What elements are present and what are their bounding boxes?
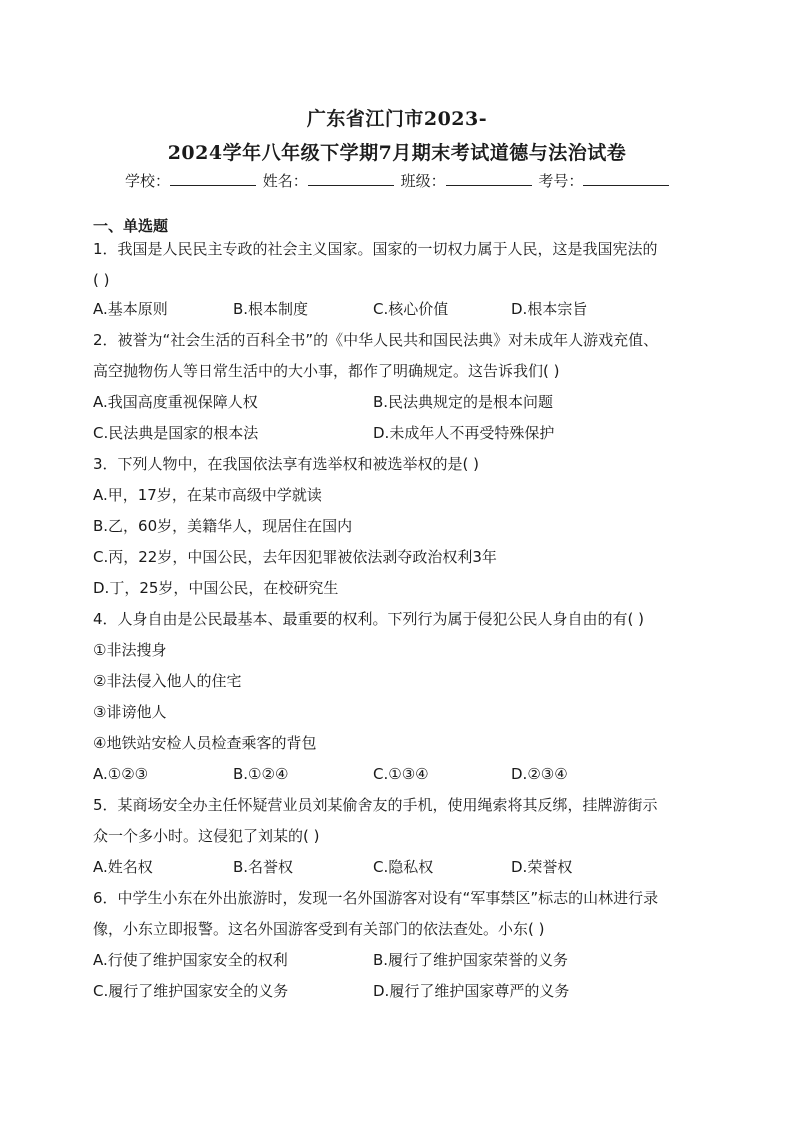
q1-stem-line2: ( ) xyxy=(93,271,110,289)
q4-statement-4: ④地铁站安检人员检查乘客的背包 xyxy=(93,734,317,752)
q5-stem-line1: 5．某商场安全办主任怀疑营业员刘某偷舍友的手机，使用绳索将其反绑，挂牌游街示 xyxy=(93,796,658,814)
q4-option-d: D.②③④ xyxy=(511,765,568,783)
q5-stem-line2: 众一个多小时。这侵犯了刘某的( ) xyxy=(93,827,320,845)
class-blank xyxy=(446,171,532,186)
q4-statement-2: ②非法侵入他人的住宅 xyxy=(93,672,242,690)
q1-option-b: B.根本制度 xyxy=(233,300,309,318)
q3-option-b: B.乙，60岁，美籍华人，现居住在国内 xyxy=(93,517,353,535)
exam-number-label: 考号： xyxy=(538,172,584,190)
exam-title-line1: 广东省江门市2023- xyxy=(306,108,488,130)
q1-option-c: C.核心价值 xyxy=(373,300,449,318)
q6-option-c: C.履行了维护国家安全的义务 xyxy=(93,982,289,1000)
q4-option-c: C.①③④ xyxy=(373,765,429,783)
class-label: 班级： xyxy=(400,172,446,190)
q2-stem-line2: 高空抛物伤人等日常生活中的大小事，都作了明确规定。这告诉我们( ) xyxy=(93,362,560,380)
q5-option-b: B.名誉权 xyxy=(233,858,294,876)
q3-option-a: A.甲，17岁，在某市高级中学就读 xyxy=(93,486,322,504)
q4-stem-line1: 4．人身自由是公民最基本、最重要的权利。下列行为属于侵犯公民人身自由的有( ) xyxy=(93,610,645,628)
q6-stem-line1: 6．中学生小东在外出旅游时，发现一名外国游客对设有“军事禁区”标志的山林进行录 xyxy=(93,889,659,907)
q6-option-d: D.履行了维护国家尊严的义务 xyxy=(373,982,570,1000)
q1-option-a: A.基本原则 xyxy=(93,300,168,318)
q6-option-a: A.行使了维护国家安全的权利 xyxy=(93,951,288,969)
q6-stem-line2: 像，小东立即报警。这名外国游客受到有关部门的依法查处。小东( ) xyxy=(93,920,545,938)
q2-stem-line1: 2．被誉为“社会生活的百科全书”的《中华人民共和国民法典》对未成年人游戏充值、 xyxy=(93,331,659,349)
school-label: 学校： xyxy=(125,172,171,190)
q3-option-c: C.丙，22岁，中国公民，去年因犯罪被依法剥夺政治权利3年 xyxy=(93,548,497,566)
section-heading: 一、单选题 xyxy=(93,217,169,235)
q2-option-d: D.未成年人不再受特殊保护 xyxy=(373,424,555,442)
q1-option-d: D.根本宗旨 xyxy=(511,300,588,318)
q6-option-b: B.履行了维护国家荣誉的义务 xyxy=(373,951,569,969)
q2-option-a: A.我国高度重视保障人权 xyxy=(93,393,258,411)
name-label: 姓名： xyxy=(262,172,308,190)
q1-stem-line1: 1．我国是人民民主专政的社会主义国家。国家的一切权力属于人民，这是我国宪法的 xyxy=(93,240,658,258)
q5-option-c: C.隐私权 xyxy=(373,858,434,876)
student-info-row xyxy=(125,170,685,191)
q4-option-a: A.①②③ xyxy=(93,765,149,783)
school-blank xyxy=(170,171,256,186)
exam-number-blank xyxy=(583,171,669,186)
q4-option-b: B.①②④ xyxy=(233,765,289,783)
q2-option-b: B.民法典规定的是根本问题 xyxy=(373,393,554,411)
q3-option-d: D.丁，25岁，中国公民，在校研究生 xyxy=(93,579,339,597)
q4-statement-1: ①非法搜身 xyxy=(93,641,167,659)
q3-stem-line1: 3．下列人物中，在我国依法享有选举权和被选举权的是( ) xyxy=(93,455,480,473)
q5-option-d: D.荣誉权 xyxy=(511,858,573,876)
q4-statement-3: ③诽谤他人 xyxy=(93,703,167,721)
q5-option-a: A.姓名权 xyxy=(93,858,153,876)
q2-option-c: C.民法典是国家的根本法 xyxy=(93,424,259,442)
exam-title-line2: 2024学年八年级下学期7月期末考试道德与法治试卷 xyxy=(167,142,627,164)
name-blank xyxy=(308,171,394,186)
